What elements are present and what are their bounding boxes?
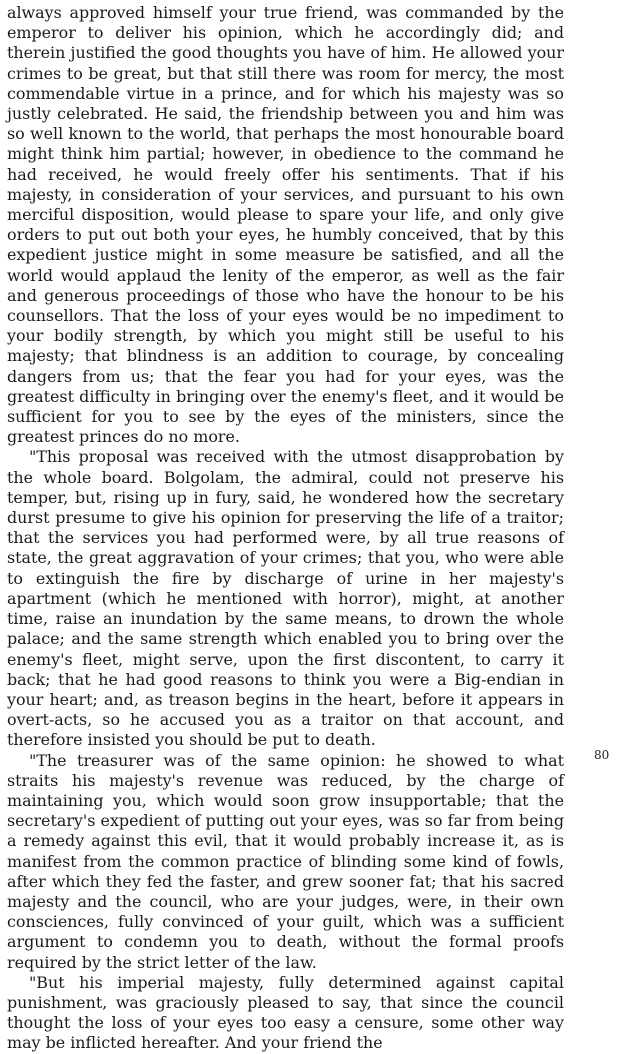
paragraph-proposal-rejected: "This proposal was received with the utmost disapprobation by the whole board. Bolgolam, the admiral, could not preserve his temper, but, rising up in fury, said, he wondered how the secretary durst presume to give his opinion for preserving the life of a traitor; that the services you had performed were, by all true reasons of state, the great aggravation of your crimes; that you, who were able to extinguish the fire by discharge of urine in her majesty's apartment (which he mentioned with horror), might, at another time, raise an inundation by the same means, to drown the whole palace; and the same strength which enabled you to bring over the enemy's fleet, might serve, upon the first discontent, to carry it back; that he had good reasons to think you were a Big-endian in your heart; and, as treason begins in the heart, before it appears in overt-acts, so he accused you as a traitor on that account, and therefore insisted you should be put to death. <box>7 447 564 750</box>
paragraph-continuation: always approved himself your true friend, was commanded by the emperor to deliver his opinion, which he accordingly did; and therein justified the good thoughts you have of him. He allowed your crimes to be great, but that still there was room for mercy, the most commendable virtue in a prince, and for which his majesty was so justly celebrated. He said, the friendship between you and him was so well known to the world, that perhaps the most honourable board might think him partial; however, in obedience to the command he had received, he would freely offer his sentiments. That if his majesty, in consideration of your services, and pursuant to his own merciful disposition, would please to spare your life, and only give orders to put out both your eyes, he humbly conceived, that by this expedient justice might in some measure be satisfied, and all the world would applaud the lenity of the emperor, as well as the fair and generous proceedings of those who have the honour to be his counsellors. That the loss of your eyes would be no impediment to your bodily strength, by which you might still be useful to his majesty; that blindness is an addition to courage, by concealing dangers from us; that the fear you had for your eyes, was the greatest difficulty in bringing over the enemy's fleet, and it would be sufficient for you to see by the eyes of the ministers, since the greatest princes do no more. <box>7 3 564 447</box>
body-text <box>7 3 564 1054</box>
paragraph-imperial-majesty: "But his imperial majesty, fully determined against capital punishment, was graciously pleased to say, that since the council thought the loss of your eyes too easy a censure, some other way may be inflicted hereafter. And your friend the <box>7 972 564 1053</box>
paragraph-treasurer-opinion: "The treasurer was of the same opinion: he showed to what straits his majesty's revenue was reduced, by the charge of maintaining you, which would soon grow insupportable; that the secretary's expedient of putting out your eyes, was so far from being a remedy against this evil, that it would probably increase it, as is manifest from the common practice of blinding some kind of fowls, after which they fed the faster, and grew sooner fat; that his sacred majesty and the council, who are your judges, were, in their own consciences, fully convinced of your guilt, which was a sufficient argument to condemn you to death, without the formal proofs required by the strict letter of the law. <box>7 750 564 972</box>
page-number: 80 <box>594 748 610 762</box>
